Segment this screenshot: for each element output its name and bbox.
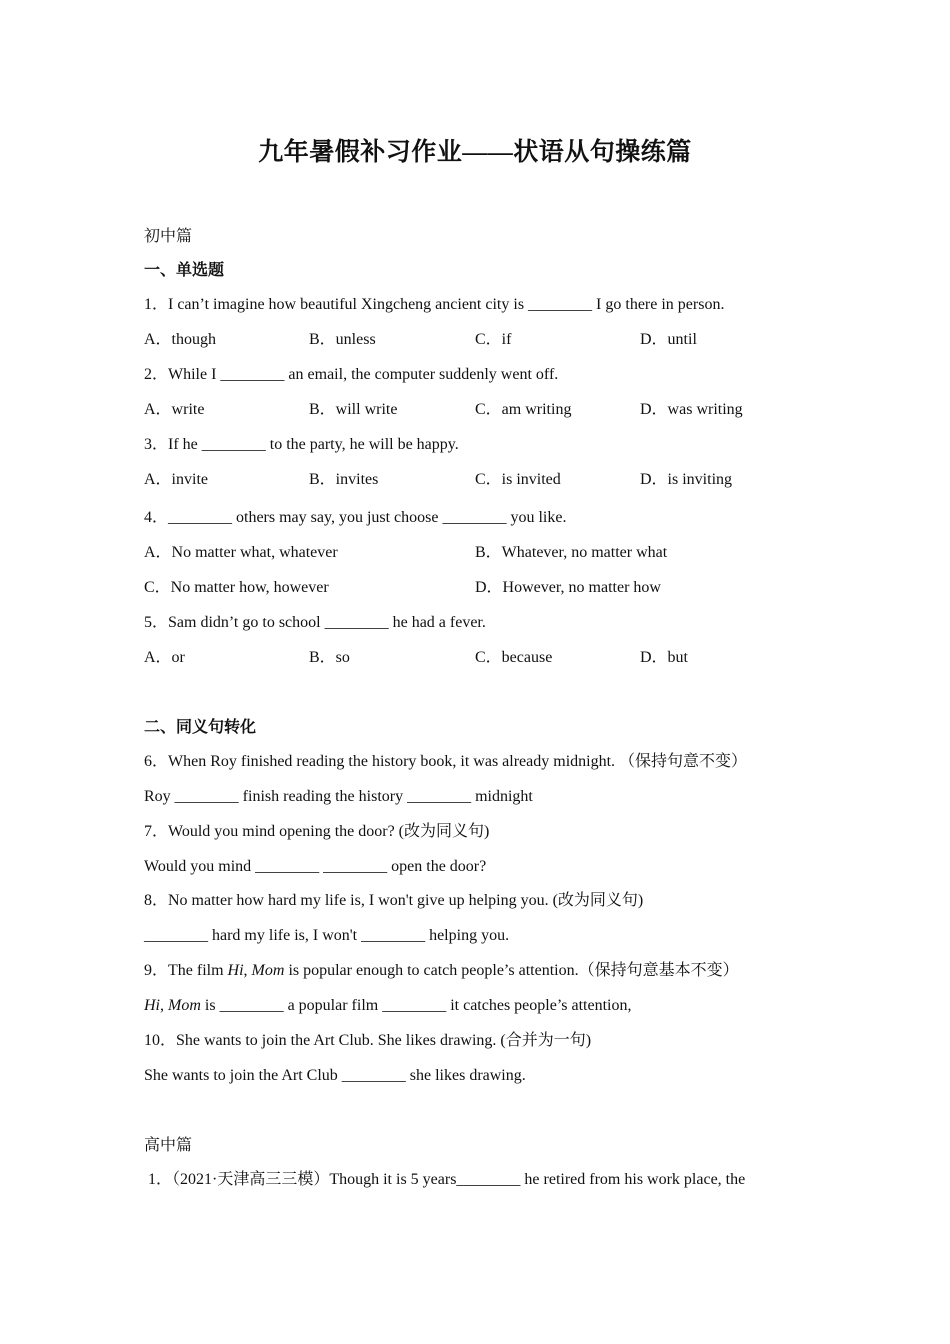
q9-stem-pre: 9．The film	[144, 962, 228, 979]
q2-option-c: C．am writing	[475, 401, 572, 418]
q4-option-a: A．No matter what, whatever	[144, 544, 338, 561]
q1-option-a: A．though	[144, 331, 217, 348]
q9-film-mom: Mom	[251, 962, 285, 979]
question-2: 2．While I ________ an email, the computer suddenly went off.	[144, 366, 559, 383]
question-4: 4．________ others may say, you just choose ________ you like.	[144, 509, 567, 526]
question-7-answer: Would you mind ________ ________ open the door?	[144, 858, 487, 875]
q2-option-d: D．was writing	[640, 401, 743, 418]
section1-heading: 一、单选题	[144, 262, 225, 279]
q5-option-d: D．but	[640, 649, 689, 666]
senior-question-1: 1．（2021·天津高三三模）Though it is 5 years________ he retired from his work place, the	[144, 1171, 746, 1188]
q9-film-hi: Hi	[227, 962, 244, 979]
question-6-answer: Roy ________ finish reading the history ________ midnight	[144, 788, 533, 805]
question-3: 3．If he ________ to the party, he will be happy.	[144, 436, 459, 453]
q9-answer-post: is ________ a popular film ________ it catches people’s attention,	[200, 997, 632, 1014]
q2-option-a: A．write	[144, 401, 205, 418]
q2-option-b: B．will write	[309, 401, 398, 418]
q4-option-b: B．Whatever, no matter what	[475, 544, 668, 561]
question-9-answer	[144, 996, 631, 1016]
q9-answer-hi: Hi	[144, 997, 160, 1014]
q9-comma: ,	[243, 962, 252, 979]
q1-option-b: B．unless	[309, 331, 376, 348]
q1-option-c: C．if	[475, 331, 512, 348]
question-6: 6．When Roy finished reading the history book, it was already midnight. （保持句意不变）	[144, 753, 748, 770]
q3-option-a: A．invite	[144, 471, 208, 488]
q9-answer-comma: ,	[160, 997, 168, 1014]
senior-section-label: 高中篇	[144, 1137, 193, 1154]
question-7: 7．Would you mind opening the door? (改为同义句)	[144, 823, 490, 840]
q3-option-c: C．is invited	[475, 471, 561, 488]
q4-option-c: C．No matter how, however	[144, 579, 329, 596]
q9-stem-post: is popular enough to catch people’s attention.（保持句意基本不变）	[284, 962, 739, 979]
q9-answer-mom: Mom	[168, 997, 201, 1014]
question-8-answer: ________ hard my life is, I won't ________ helping you.	[144, 927, 510, 944]
q3-option-b: B．invites	[309, 471, 379, 488]
question-10: 10．She wants to join the Art Club. She likes drawing. (合并为一句)	[144, 1032, 592, 1049]
section2-heading: 二、同义句转化	[144, 719, 257, 736]
junior-section-label: 初中篇	[144, 228, 193, 245]
q5-option-a: A．or	[144, 649, 185, 666]
question-8: 8．No matter how hard my life is, I won't give up helping you. (改为同义句)	[144, 892, 644, 909]
q4-option-d: D．However, no matter how	[475, 579, 661, 596]
q5-option-c: C．because	[475, 649, 553, 666]
q1-option-d: D．until	[640, 331, 697, 348]
question-9	[144, 961, 739, 981]
page-title: 九年暑假补习作业——状语从句操练篇	[258, 139, 692, 166]
q3-option-d: D．is inviting	[640, 471, 733, 488]
question-1: 1．I can’t imagine how beautiful Xingcheng ancient city is ________ I go there in person.	[144, 296, 725, 313]
q5-option-b: B．so	[309, 649, 350, 666]
question-10-answer: She wants to join the Art Club ________ she likes drawing.	[144, 1067, 526, 1084]
question-5: 5．Sam didn’t go to school ________ he had a fever.	[144, 614, 486, 631]
